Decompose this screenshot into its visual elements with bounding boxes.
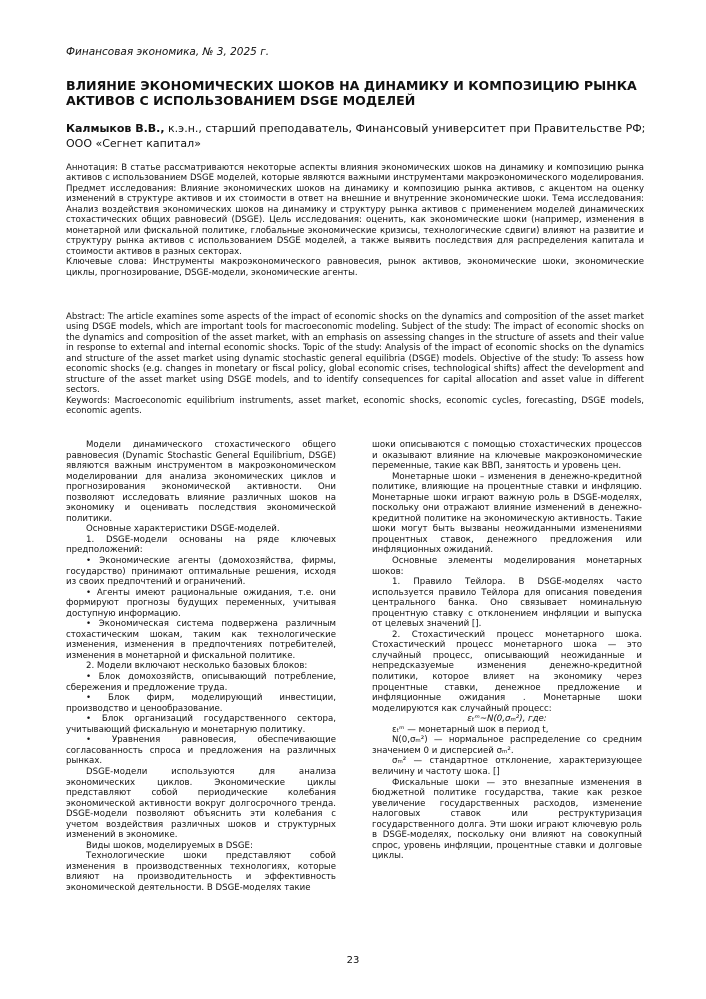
abstract-ru [66,163,644,278]
paragraph: 2. Модели включают несколько базовых блоков: [86,661,308,672]
paragraph: Основные элементы моделирования монетарных шоков: [372,556,642,577]
left-column [66,440,336,894]
list-item: • Уравнения равновесия, обеспечивающие согласованность спроса и предложения на различных рынках. [66,735,336,767]
keywords-ru: Ключевые слова: Инструменты макроэкономического равновесия, рынок активов, экономические шоки, экономические циклы, прогнозирование, DSGE-модели, экономические агенты. [66,257,644,278]
paragraph: DSGE-модели используются для анализа экономических циклов. Экономические циклы представляют собой периодические колебания экономической активности вокруг долгосрочного тренда. DSGE-модели позволяют объяснить эти колебания с учетом воздействия различных шоков и структурных изменений в экономике. [66,766,336,841]
abstract-ru-text: Аннотация: В статье рассматриваются некоторые аспекты влияния экономических шоков на динамику и композицию рынка активов с использованием DSGE моделей, которые являются важными инструментами макроэкономического моделирования. Предмет исследования: Влияние экономических шоков на динамику и композицию рынка активов, с акцентом на оценку изменений в структуре активов и их стоимости в ответ на внешние и внутренние экономические шоки. Тема исследования: Анализ воздействия экономических шоков на динамику и структуру рынка активов с применением моделей динамических стохастических общих равновесий (DSGE). Цель исследования: оценить, как экономические шоки (например, изменения в монетарной или фискальной политике, глобальные экономические кризисы, технологические сдвиги) влияют на развитие и структуру рынка активов с использованием DSGE моделей, а также выявить последствия для распределения капитала и стоимости активов в разных секторах. [66,163,644,257]
paragraph: Монетарные шоки – изменения в денежно-кредитной политике, влияющие на процентные ставки и инфляцию. Монетарные шоки играют важную роль в DSGE-моделях, поскольку они отражают влияние изменений в денежно-кредитной политике на экономическую активность. Такие шоки могут быть вызваны неожиданными изменениями процентных ставок, денежного предложения или инфляционных ожиданий. [372,471,642,556]
paragraph: Фискальные шоки — это внезапные изменения в бюджетной политике государства, такие как резкое увеличение государственных расходов, изменение налоговых ставок или реструктуризация государственного долга. Эти шоки играют ключевую роль в DSGE-моделях, поскольку они влияют на совокупный спрос, уровень инфляции, процентные ставки и долговые циклы. [372,777,642,862]
article-title: ВЛИЯНИЕ ЭКОНОМИЧЕСКИХ ШОКОВ НА ДИНАМИКУ И КОМПОЗИЦИЮ РЫНКА АКТИВОВ С ИСПОЛЬЗОВАНИЕМ DSGE МОДЕЛЕЙ [66,78,637,108]
formula-explanation: εₜᵐ — монетарный шок в период t, [392,724,549,735]
list-item: • Блок домохозяйств, описывающий потребление, сбережения и предложение труда. [66,672,336,693]
author-affiliation: к.э.н., старший преподаватель, Финансовый университет при Правительстве РФ; ООО «Сегнет капитал» [66,122,646,150]
right-column [372,440,642,862]
paragraph: Виды шоков, моделируемых в DSGE: [86,840,253,851]
list-item: • Блок фирм, моделирующий инвестиции, производство и ценообразование. [66,693,336,714]
paragraph: Модели динамического стохастического общего равновесия (Dynamic Stochastic General Equilibrium, DSGE) являются важным инструментом в макроэкономическом моделировании для анализа экономических циклов и прогнозирования экономической активности. Они позволяют исследовать влияние различных шоков на экономику и оценивать последствия экономической политики. [66,440,336,524]
paragraph: Технологические шоки представляют собой изменения в производственных технологиях, которые влияют на производительность и эффективность экономической деятельности. В DSGE-моделях такие [66,851,336,893]
paragraph: шоки описываются с помощью стохастических процессов и оказывают влияние на ключевые макроэкономические переменные, такие как ВВП, занятость и уровень цен. [372,440,642,472]
list-item: • Блок организаций государственного сектора, учитывающий фискальную и монетарную политику. [66,714,336,735]
paragraph: 2. Стохастический процесс монетарного шока. Стохастический процесс монетарного шока — это случайный процесс, описывающий неожиданные и непредсказуемые изменения денежно-кредитной политики, которое влияет на экономику через процентные ставки, денежное предложение и инфляционные ожидания . Монетарные шоки моделируются как случайный процесс: [372,629,642,714]
formula: εₜᵐ~N(0,σₘ²), где: [467,714,547,725]
formula-explanation: N(0,σₘ²) — нормальное распределение со средним значением 0 и дисперсией σₘ². [372,735,642,756]
keywords-en: Keywords: Macroeconomic equilibrium instruments, asset market, economic shocks, economic cycles, forecasting, DSGE models, economic agents. [66,395,644,417]
author-line [66,121,646,151]
list-item: • Агенты имеют рациональные ожидания, т.е. они формируют прогнозы будущих переменных, учитывая доступную информацию. [66,587,336,619]
page-number: 23 [346,955,360,966]
author-name: Калмыков В.В., [66,122,165,135]
paragraph: 1. DSGE-модели основаны на ряде ключевых предположений: [66,534,336,556]
list-item: • Экономическая система подвержена различным стохастическим шокам, таким как технологические изменения, изменения в предпочтениях потребителей, изменения в монетарной и фискальной политике. [66,619,336,661]
abstract-en [66,312,644,417]
paragraph: 1. Правило Тейлора. В DSGE-моделях часто используется правило Тейлора для описания поведения центрального банка. Оно связывает номинальную процентную ставку с отклонением инфляции и выпуска от целевых значений []. [372,577,642,630]
abstract-en-text: Abstract: The article examines some aspects of the impact of economic shocks on the dynamics and composition of the asset market using DSGE models, which are important tools for macroeconomic modeling. Subject of the study: The impact of economic shocks on the dynamics and composition of the asset market, with an emphasis on assessing changes in the structure of assets and their value in response to external and internal economic shocks. Topic of the study: Analysis of the impact of economic shocks on the dynamics and structure of the asset market using dynamic stochastic general equilibria (DSGE) models. Objective of the study: To assess how economic shocks (e.g. changes in monetary or fiscal policy, global economic crises, technological shifts) affect the development and structure of the asset market using DSGE models, and to identify consequences for capital allocation and asset value in different sectors. [66,312,644,396]
list-item: • Экономические агенты (домохозяйства, фирмы, государство) принимают оптимальные решения, исходя из своих предпочтений и ограничений. [66,556,336,588]
journal-header: Финансовая экономика, № 3, 2025 г. [66,46,270,58]
formula-explanation: σₘ² — стандартное отклонение, характеризующее величину и частоту шока. [] [372,756,642,777]
paragraph: Основные характеристики DSGE-моделей. [86,524,280,535]
